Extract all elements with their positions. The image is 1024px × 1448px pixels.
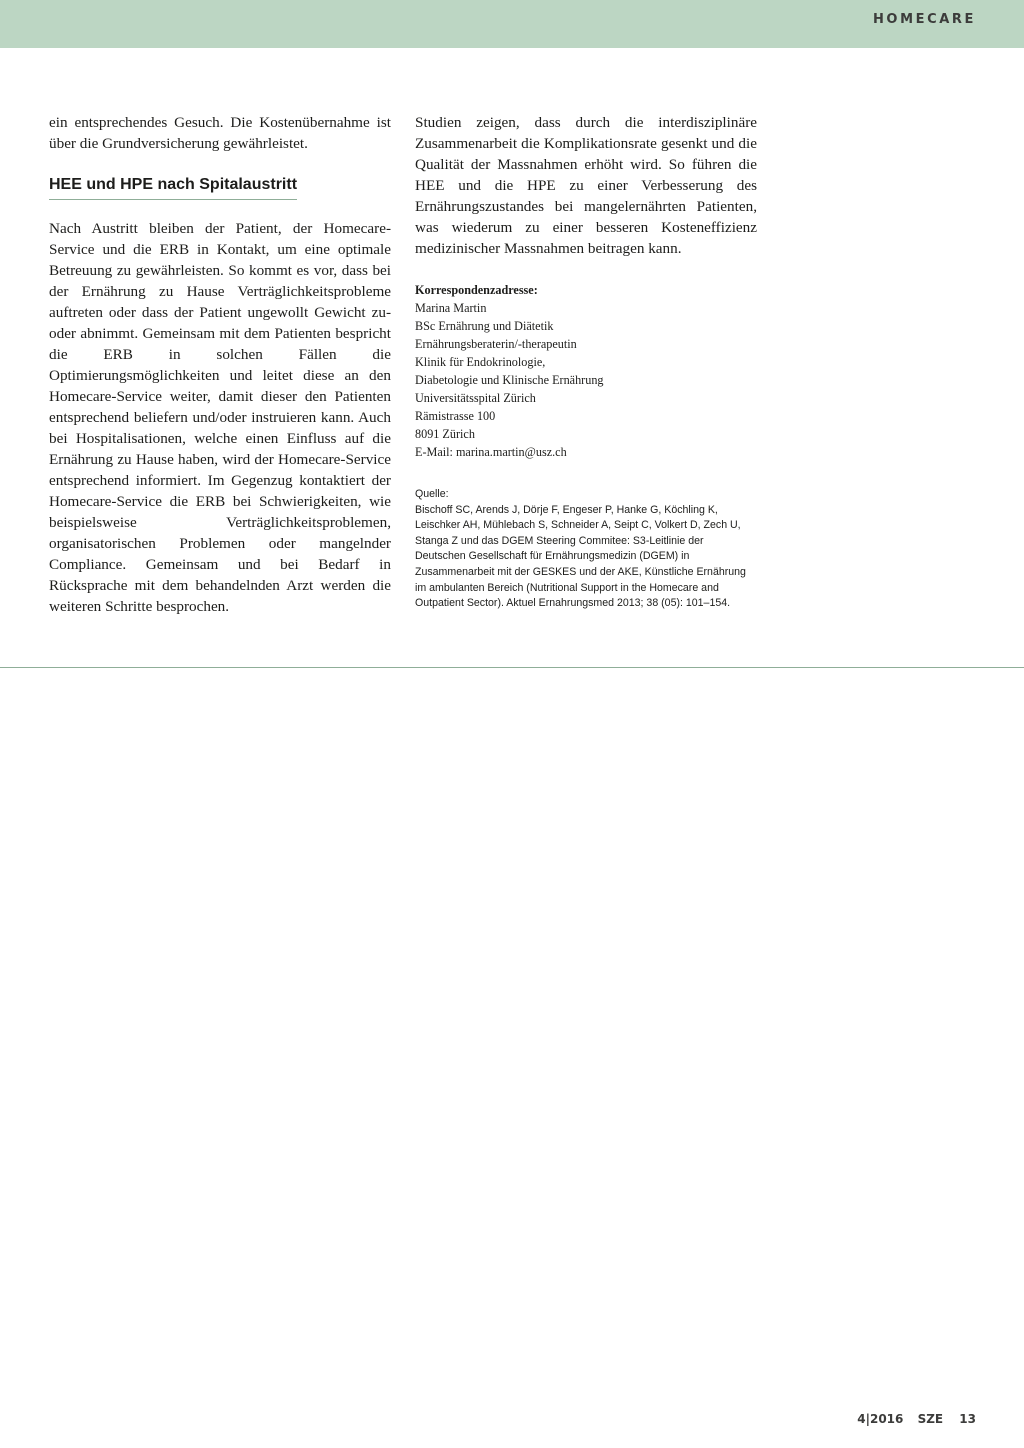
correspondence-line: Diabetologie und Klinische Ernährung [415, 373, 604, 387]
source-block [415, 487, 757, 612]
correspondence-line: Klinik für Endokrinologie, [415, 355, 546, 369]
page-footer [857, 1412, 976, 1426]
right-paragraph-1: Studien zeigen, dass durch die interdisziplinäre Zusammenarbeit die Komplikationsrate gesenkt und die Qualität der Massnahmen erhöht wird. So führen die HEE und die HPE zu einer Verbesserung des Ernährungszustandes bei mangelernährten Patienten, was wiederum zu einer besseren Kosteneffizienz medizinischer Massnahmen beitragen kann. [415, 114, 757, 257]
correspondence-line: Ernährungsberaterin/-therapeutin [415, 337, 577, 351]
magazine-name: SZE [917, 1412, 944, 1426]
correspondence-line: Universitätsspital Zürich [415, 391, 536, 405]
source-citation: Bischoff SC, Arends J, Dörje F, Engeser P, Hanke G, Köchling K, Leischker AH, Mühlebach S, Schneider A, Seipt C, Volkert D, Zech U, Stanga Z und das DGEM Steering Commitee: S3-Leitlinie der Deutschen Gesellschaft für Ernährungsmedizin (DGEM) in Zusammenarbeit mit der GESKES und der AKE, Künstliche Ernährung im ambulanten Bereich (Nutritional Support in the Homecare and Outpatient Sector). Aktuel Ernahrungsmed 2013; 38 (05): 101–154. [415, 503, 746, 610]
left-column [49, 112, 391, 617]
correspondence-line: BSc Ernährung und Diätetik [415, 319, 554, 333]
section-divider [0, 667, 1024, 668]
right-column [415, 112, 757, 612]
header-band [0, 0, 1024, 48]
section-heading: HEE und HPE nach Spitalaustritt [49, 174, 297, 200]
page-number: 13 [959, 1412, 976, 1426]
correspondence-line: 8091 Zürich [415, 427, 475, 441]
correspondence-line: Rämistrasse 100 [415, 409, 496, 423]
correspondence-block [415, 281, 757, 461]
source-title: Quelle: [415, 488, 449, 500]
issue-number: 4|2016 [857, 1412, 904, 1426]
correspondence-email[interactable]: E-Mail: marina.martin@usz.ch [415, 445, 567, 459]
correspondence-line: Marina Martin [415, 301, 487, 315]
section-label: HOMECARE [872, 12, 976, 27]
left-paragraph-1: ein entsprechendes Gesuch. Die Kostenübernahme ist über die Grundversicherung gewährleistet. [49, 114, 391, 152]
correspondence-title: Korrespondenzadresse: [415, 283, 538, 297]
left-paragraph-2: Nach Austritt bleiben der Patient, der Homecare-Service und die ERB in Kontakt, um eine optimale Betreuung zu gewährleisten. So kommt es vor, dass bei der Ernährung zu Hause Verträglichkeitsprobleme auftreten oder dass der Patient ungewollt Gewicht zu- oder abnimmt. Gemeinsam mit dem Patienten bespricht die ERB in solchen Fällen die Optimierungsmöglichkeiten und leitet diese an den Homecare-Service weiter, damit dieser den Patienten entsprechend beliefern und/oder instruieren kann. Auch bei Hospitalisationen, welche einen Einfluss auf die Ernährung zu Hause haben, wird der Homecare-Service entsprechend informiert. Im Gegenzug kontaktiert der Homecare-Service die ERB bei Schwierigkeiten, wie beispielsweise Verträglichkeitsproblemen, organisatorischen Problemen oder mangelnder Compliance. Gemeinsam und bei Bedarf in Rücksprache mit dem behandelnden Arzt werden die weiteren Schritte besprochen. [49, 220, 391, 615]
